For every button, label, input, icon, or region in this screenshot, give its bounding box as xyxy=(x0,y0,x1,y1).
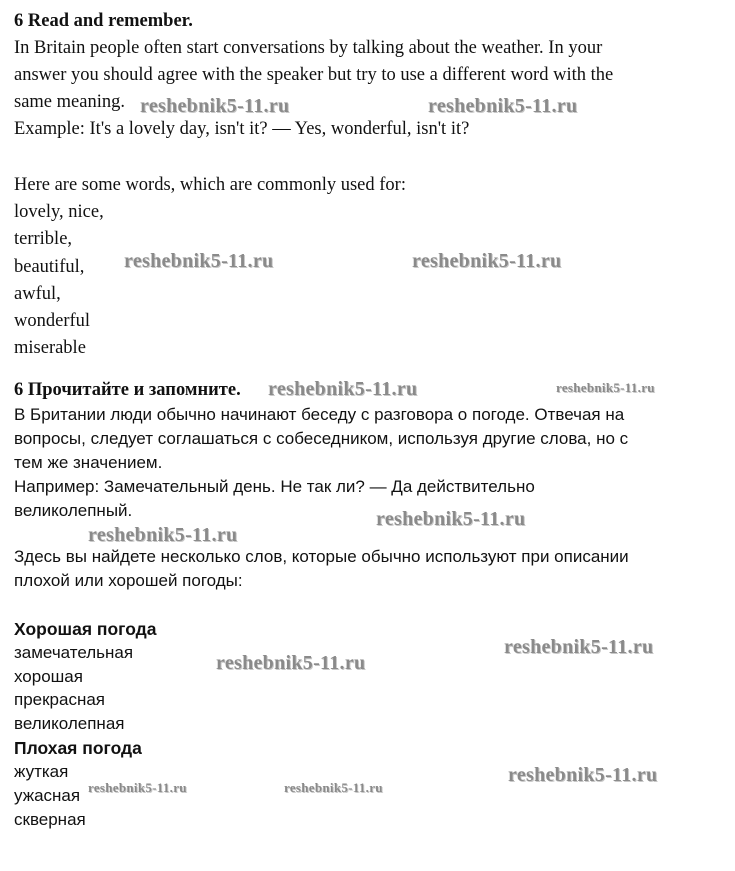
ru-good-heading: Хорошая погода xyxy=(14,619,157,639)
ru-good-word-4: великолепная xyxy=(14,714,125,733)
en-words-intro: Here are some words, which are commonly used for: xyxy=(14,175,406,195)
ru-words-intro-line-2: плохой или хорошей погоды: xyxy=(14,571,243,590)
watermark: reshebnik5-11.ru xyxy=(428,95,578,117)
en-intro-line-2: answer you should agree with the speaker but try to use a different word with the xyxy=(14,65,614,85)
en-word-2: terrible, xyxy=(14,229,73,249)
ru-good-word-2: хорошая xyxy=(14,667,83,686)
ru-intro-line-3: тем же значением. xyxy=(14,453,163,472)
watermark: reshebnik5-11.ru xyxy=(88,780,187,795)
watermark: reshebnik5-11.ru xyxy=(412,250,562,272)
en-heading: 6 Read and remember. xyxy=(14,11,193,31)
ru-bad-word-1: жуткая xyxy=(14,762,69,781)
ru-example-line-1: Например: Замечательный день. Не так ли? — Да действительно xyxy=(14,477,535,496)
en-word-6: miserable xyxy=(14,338,86,358)
watermark: reshebnik5-11.ru xyxy=(556,380,655,395)
watermark: reshebnik5-11.ru xyxy=(376,508,526,530)
watermark: reshebnik5-11.ru xyxy=(504,636,654,658)
ru-heading: 6 Прочитайте и запомните. xyxy=(14,380,241,400)
en-word-4: awful, xyxy=(14,284,61,304)
ru-intro-line-2: вопросы, следует соглашаться с собеседником, используя другие слова, но с xyxy=(14,429,629,448)
ru-intro-line-1: В Британии люди обычно начинают беседу с разговора о погоде. Отвечая на xyxy=(14,405,625,424)
watermark: reshebnik5-11.ru xyxy=(140,95,290,117)
ru-bad-word-3: скверная xyxy=(14,810,86,829)
en-intro-line-1: In Britain people often start conversations by talking about the weather. In your xyxy=(14,38,603,58)
ru-bad-heading: Плохая погода xyxy=(14,738,142,758)
en-word-3: beautiful, xyxy=(14,257,85,277)
ru-words-intro-line-1: Здесь вы найдете несколько слов, которые обычно используют при описании xyxy=(14,547,629,566)
en-word-1: lovely, nice, xyxy=(14,202,104,222)
ru-bad-word-2: ужасная xyxy=(14,786,81,805)
en-example: Example: It's a lovely day, isn't it? — Yes, wonderful, isn't it? xyxy=(14,119,470,139)
watermark: reshebnik5-11.ru xyxy=(284,780,383,795)
en-intro-line-3: same meaning. xyxy=(14,92,125,112)
en-word-5: wonderful xyxy=(14,311,91,331)
watermark: reshebnik5-11.ru xyxy=(88,524,238,546)
watermark: reshebnik5-11.ru xyxy=(508,764,658,786)
watermark: reshebnik5-11.ru xyxy=(268,378,418,400)
watermark: reshebnik5-11.ru xyxy=(124,250,274,272)
ru-good-word-1: замечательная xyxy=(14,643,134,662)
ru-good-word-3: прекрасная xyxy=(14,690,106,709)
watermark: reshebnik5-11.ru xyxy=(216,652,366,674)
ru-example-line-2: великолепный. xyxy=(14,501,133,520)
